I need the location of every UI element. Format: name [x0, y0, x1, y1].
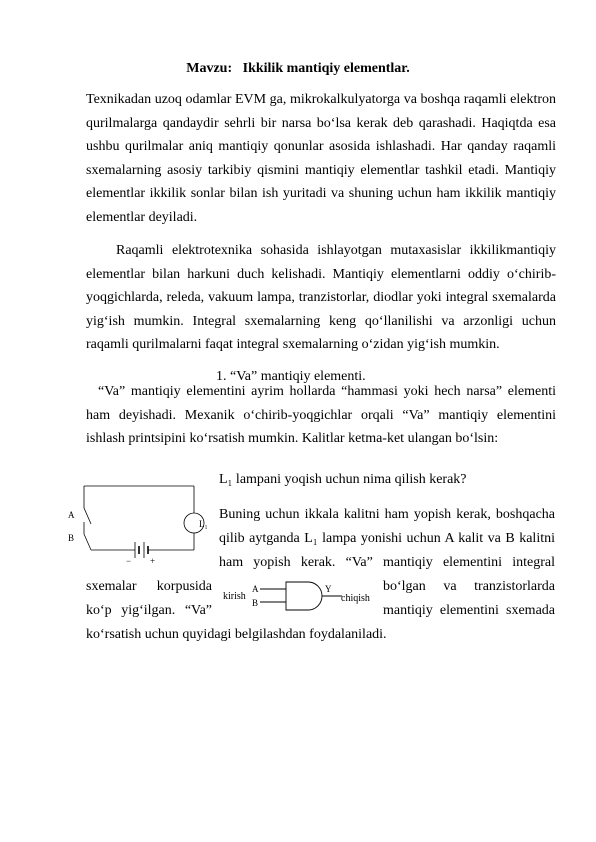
- gate-input-label: kirish: [223, 591, 246, 602]
- lamp-label: L₁: [199, 519, 208, 529]
- row5-word: “Va”: [184, 603, 213, 618]
- row4-right-text: [383, 579, 555, 595]
- row5-word: yig‘ilgan.: [121, 603, 176, 618]
- row5-right-text: mantiqiy elementini sxemada: [383, 603, 555, 618]
- row4-word: korpusida: [156, 579, 212, 594]
- row5-word: ko‘p: [86, 603, 112, 618]
- second-paragraph: Raqamli elektrotexnika sohasida ishlayotgan mutaxasislar ikkilikmantiqiy elementlar bilan harkuni duch kelishadi. Mantiqiy elementlarni oddiy o‘chirib-yoqgichlarda, releda, vakuum lampa, tranzistorlar, diodlar yoki integral sxemalarda yig‘ish mumkin. Integral sxemalarning keng qo‘llanilishi va arzonligi uchun raqamli qurilmalarni faqat integral sxemalarning o‘zidan yig‘ish mumkin.: [86, 243, 556, 353]
- row4-word: va: [443, 579, 457, 594]
- section-heading: 1. “Va” mantiqiy elementi.: [216, 369, 366, 384]
- switch-a-blade: [84, 508, 91, 524]
- row4-word: sxemalar: [86, 579, 137, 594]
- switch-b-blade: [84, 534, 91, 550]
- answer-line-3: ham yopish kerak. “Va” mantiqiy elementini integral: [219, 555, 555, 570]
- series-circuit-diagram: [64, 478, 214, 568]
- answer-line-1: Buning uchun ikkala kalitni ham yopish kerak, boshqacha: [219, 507, 555, 522]
- battery-plus-label: +: [150, 556, 156, 566]
- switch-b-label: B: [68, 533, 75, 543]
- question-text: L₁ lampani yoqish uchun nima qilish kerak?: [219, 472, 467, 487]
- page-title: Mavzu: Ikkilik mantiqiy elementlar.: [186, 61, 410, 76]
- row4-word: tranzistorlarda: [474, 579, 555, 594]
- gate-input-a-label: A: [252, 584, 259, 594]
- battery-minus-label: −: [126, 556, 132, 566]
- and-gate-icon: [286, 582, 322, 610]
- and-gate-diagram: [220, 578, 380, 614]
- gate-output-y-label: Y: [325, 584, 332, 594]
- row4-word: bo‘lgan: [383, 579, 426, 594]
- intro-paragraph: Texnikadan uzoq odamlar EVM ga, mikrokalkulyatorga va boshqa raqamli elektron qurilmalarga qandaydir sehrli bir narsa bo‘lsa kerak deb qarashadi. Haqiqtda esa ushbu qurilmalar aniq mantiqiy qonunlar asosida ishlashadi. Har qanday raqamli sxemalarning asosiy tarkibiy qismini mantiqiy elementlar tashkil etadi. Mantiqiy elementlar ikkilik sonlar bilan ish yuritadi va shuning uchun ham ikkilik mantiqiy elementlar deyiladi.: [86, 92, 556, 225]
- closing-line: ko‘rsatish uchun quyidagi belgilashdan foydalaniladi.: [86, 627, 387, 642]
- gate-input-b-label: B: [252, 598, 259, 608]
- row5-left-text: [86, 603, 212, 619]
- gate-output-label: chiqish: [341, 593, 370, 604]
- row4-left-text: [86, 579, 212, 595]
- third-paragraph: “Va” mantiqiy elementini ayrim hollarda “hammasi yoki hech narsa” elementi ham deyishadi. Mexanik o‘chirib-yoqgichlar orqali “Va” mantiqiy elementini ishlash printsipini ko‘rsatish mumkin. Kalitlar ketma-ket ulangan bo‘lsin:: [86, 384, 556, 447]
- switch-a-label: A: [68, 510, 75, 520]
- answer-line-2: qilib aytganda L₁ lampa yonishi uchun A kalit va B kalitni: [219, 531, 555, 546]
